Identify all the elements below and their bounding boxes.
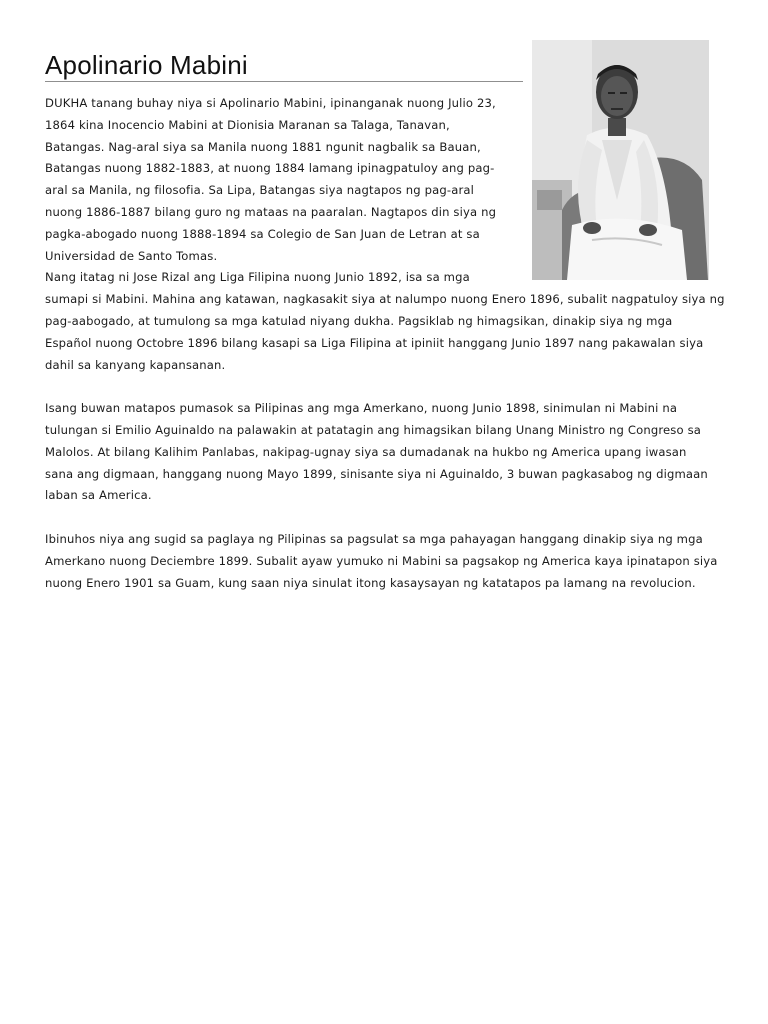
- paragraph-1: [45, 93, 745, 267]
- paragraph-line: Amerkano nuong Deciembre 1899. Subalit ayaw yumuko ni Mabini sa pagsakop ng America kaya ipinatapon siya: [45, 553, 718, 568]
- article-body: [45, 93, 745, 616]
- paragraph-line: tulungan si Emilio Aguinaldo na palawakin at patatagin ang himagsikan bilang Unang Ministro ng Congreso sa: [45, 422, 702, 437]
- paragraph-line: nuong 1886-1887 bilang guro ng mataas na paaralan. Nagtapos din siya ng: [45, 204, 497, 219]
- paragraph-2: [45, 267, 745, 376]
- title-divider: [45, 81, 523, 82]
- paragraph-line: dahil sa kanyang kapansanan.: [45, 357, 226, 372]
- paragraph-line: Ibinuhos niya ang sugid sa paglaya ng Pilipinas sa pagsulat sa mga pahayagan hanggang dinakip siya ng mga: [45, 531, 703, 546]
- paragraph-line: sana ang digmaan, hanggang nuong Mayo 1899, sinisante siya ni Aguinaldo, 3 buwan pagkasabog ng digmaan: [45, 466, 708, 481]
- paragraph-4: [45, 529, 745, 594]
- paragraph-line: Batangas. Nag-aral siya sa Manila nuong 1881 ngunit nagbalik sa Bauan,: [45, 139, 481, 154]
- paragraph-line: Español nuong Octobre 1896 bilang kasapi sa Liga Filipina at ipiniit hanggang Junio 1897 nang pakawalan siya: [45, 335, 704, 350]
- paragraph-line: sumapi si Mabini. Mahina ang katawan, nagkasakit siya at nalumpo nuong Enero 1896, subalit nagpatuloy siya ng: [45, 292, 725, 307]
- paragraph-line: Batangas nuong 1882-1883, at nuong 1884 lamang ipinagpatuloy ang pag-: [45, 161, 495, 176]
- paragraph-line: Universidad de Santo Tomas.: [45, 248, 218, 263]
- paragraph-line: Nang itatag ni Jose Rizal ang Liga Filipina nuong Junio 1892, isa sa mga: [45, 270, 470, 285]
- paragraph-line: pag-aabogado, at tumulong sa mga katulad niyang dukha. Pagsiklab ng himagsikan, dinakip siya ng mga: [45, 313, 673, 328]
- paragraph-line: DUKHA tanang buhay niya si Apolinario Mabini, ipinanganak nuong Julio 23,: [45, 96, 496, 110]
- paragraph-line: laban sa America.: [45, 488, 152, 503]
- page-title: Apolinario Mabini: [45, 50, 248, 80]
- paragraph-line: 1864 kina Inocencio Mabini at Dionisia Maranan sa Talaga, Tanavan,: [45, 117, 450, 132]
- paragraph-line: pagka-abogado nuong 1888-1894 sa Colegio de San Juan de Letran at sa: [45, 226, 480, 241]
- paragraph-line: Malolos. At bilang Kalihim Panlabas, nakipag-ugnay siya sa dumadanak na hukbo ng America upang iwasan: [45, 444, 687, 459]
- paragraph-line: Isang buwan matapos pumasok sa Pilipinas ang mga Amerkano, nuong Junio 1898, sinimulan ni Mabini na: [45, 401, 678, 416]
- paragraph-line: nuong Enero 1901 sa Guam, kung saan niya sinulat itong kasaysayan ng katatapos pa lamang na revolucion.: [45, 575, 696, 590]
- paragraph-3: [45, 398, 745, 507]
- paragraph-line: aral sa Manila, ng filosofia. Sa Lipa, Batangas siya nagtapos ng pag-aral: [45, 183, 475, 198]
